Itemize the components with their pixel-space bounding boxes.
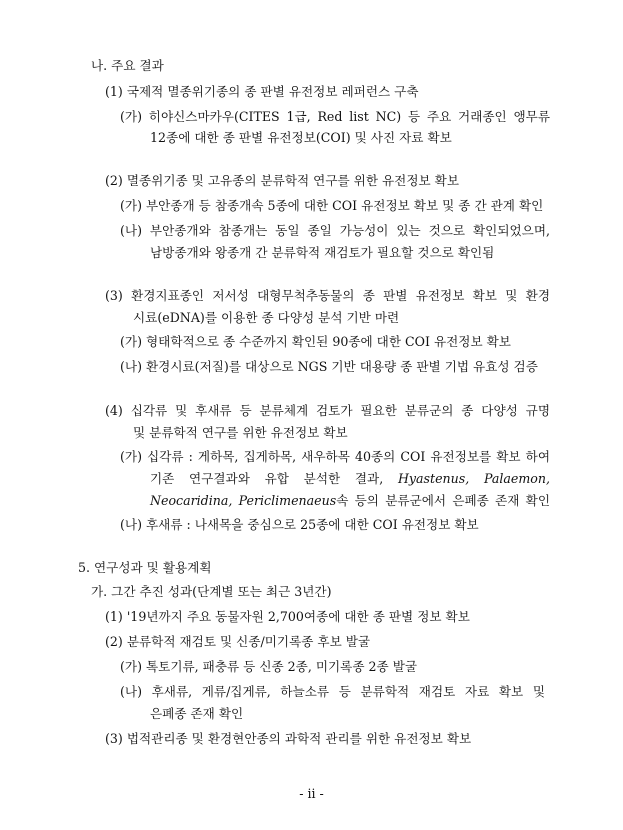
section-heading-results: 나. 주요 결과 xyxy=(91,58,164,73)
result-2-na-line1: (나) 부안종개와 참종개는 동일 종일 가능성이 있는 것으로 확인되었으며, xyxy=(120,223,550,238)
result-4-ga-line3-text: 속 등의 분류군에서 은폐종 존재 확인 xyxy=(336,493,551,508)
result-item-3-line2: 시료(eDNA)를 이용한 종 다양성 분석 기반 마련 xyxy=(133,310,400,325)
result-item-3-line1: (3) 환경지표종인 저서성 대형무척추동물의 종 판별 유전정보 확보 및 환경 xyxy=(105,288,550,303)
progress-item-1: (1) '19년까지 주요 동물자원 2,700여종에 대한 종 판별 정보 확보 xyxy=(105,609,470,624)
progress-item-2: (2) 분류학적 재검토 및 신종/미기록종 후보 발굴 xyxy=(105,634,371,649)
result-4-ga-line1: (가) 십각류 : 게하목, 집게하목, 새우하목 40종의 COI 유전정보를 확보 하여 xyxy=(120,449,550,464)
page-number: - ii - xyxy=(299,786,324,801)
result-1-ga-line2: 12종에 대한 종 판별 유전정보(COI) 및 사진 자료 확보 xyxy=(150,130,452,145)
result-4-ga-genera-b: Neocaridina, Periclimenaeus xyxy=(150,493,337,508)
progress-item-3: (3) 법적관리종 및 환경현안종의 과학적 관리를 위한 유전정보 확보 xyxy=(105,731,472,746)
result-4-ga-line3 xyxy=(150,492,550,510)
result-4-ga-line2 xyxy=(150,470,550,488)
result-3-na: (나) 환경시료(저질)를 대상으로 NGS 기반 대용량 종 판별 기법 유효성 검증 xyxy=(120,359,538,374)
result-1-ga-line1: (가) 히야신스마카우(CITES 1급, Red list NC) 등 주요 거래종인 앵무류 xyxy=(120,109,550,124)
result-item-2: (2) 멸종위기종 및 고유종의 분류학적 연구를 위한 유전정보 확보 xyxy=(105,173,460,188)
result-4-ga-genera-a: Hyastenus, Palaemon, xyxy=(397,471,550,486)
result-4-ga-line2-text: 기존 연구결과와 유합 분석한 결과, xyxy=(150,471,398,486)
subsection-heading-progress: 가. 그간 추진 성과(단계별 또는 최근 3년간) xyxy=(91,584,332,599)
result-4-na: (나) 후새류 : 나새목을 중심으로 25종에 대한 COI 유전정보 확보 xyxy=(120,517,479,532)
result-2-na-line2: 남방종개와 왕종개 간 분류학적 재검토가 필요할 것으로 확인됨 xyxy=(150,245,495,260)
result-3-ga: (가) 형태학적으로 종 수준까지 확인된 90종에 대한 COI 유전정보 확보 xyxy=(120,334,511,349)
result-2-ga: (가) 부안종개 등 참종개속 5종에 대한 COI 유전정보 확보 및 종 간 관계 확인 xyxy=(120,198,544,213)
result-item-4-line1: (4) 십각류 및 후새류 등 분류체계 검토가 필요한 분류군의 종 다양성 규명 xyxy=(105,403,550,418)
progress-2-ga: (가) 톡토기류, 패충류 등 신종 2종, 미기록종 2종 발굴 xyxy=(120,659,418,674)
section-heading-achievements: 5. 연구성과 및 활용계획 xyxy=(78,560,212,575)
progress-2-na-line2: 은폐종 존재 확인 xyxy=(150,706,244,721)
progress-2-na-line1: (나) 후새류, 게류/집게류, 하늘소류 등 분류학적 재검토 자료 확보 및 xyxy=(120,684,545,699)
result-item-4-line2: 및 분류학적 연구를 위한 유전정보 확보 xyxy=(133,425,348,440)
result-item-1: (1) 국제적 멸종위기종의 종 판별 유전정보 레퍼런스 구축 xyxy=(105,84,419,99)
